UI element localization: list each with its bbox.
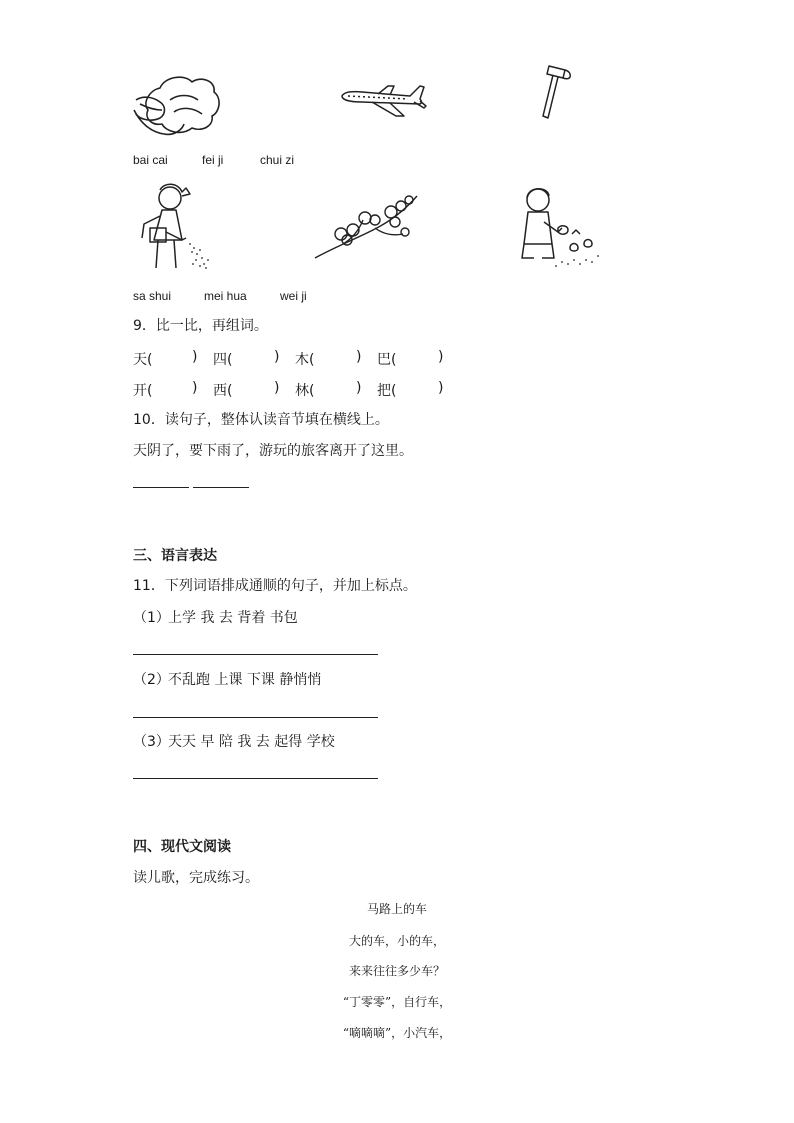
compare-char: 四( <box>213 352 233 368</box>
compare-char: 把( <box>377 383 397 399</box>
close-paren: ) <box>274 380 280 396</box>
question-10-title: 10．读句子，整体认读音节填在横线上。 <box>133 412 389 428</box>
question-10-sentence: 天阴了，要下雨了，游玩的旅客离开了这里。 <box>133 443 413 459</box>
close-paren: ) <box>192 349 198 365</box>
answer-line[interactable] <box>133 654 378 655</box>
poem-title: 马路上的车 <box>366 902 427 916</box>
compare-char: 西( <box>213 383 233 399</box>
compare-char: 天( <box>133 352 153 368</box>
reading-instruction: 读儿歌，完成练习。 <box>133 870 259 886</box>
item-number: （1） <box>133 610 170 626</box>
compare-char: 开( <box>133 383 153 399</box>
answer-line[interactable] <box>133 717 378 718</box>
pinyin-label: fei ji <box>202 153 224 167</box>
compare-char: 巴( <box>377 352 397 368</box>
airplane-icon <box>338 82 428 122</box>
compare-char: 林( <box>295 383 315 399</box>
poem-line: “嘀嘀嘀”，小汽车， <box>342 1026 452 1040</box>
poem-line: 大的车，小的车， <box>348 934 445 948</box>
answer-line[interactable] <box>133 778 378 779</box>
close-paren: ) <box>438 349 444 365</box>
pinyin-label: bai cai <box>133 153 168 167</box>
hammer-icon <box>535 62 575 122</box>
pinyin-label: sa shui <box>133 289 172 303</box>
section-4-heading: 四、现代文阅读 <box>133 839 231 855</box>
close-paren: ) <box>356 380 362 396</box>
pinyin-label: chui zi <box>260 153 295 167</box>
cabbage-icon <box>130 70 225 140</box>
poem-line: 来来往往多少车？ <box>348 964 445 978</box>
close-paren: ) <box>356 349 362 365</box>
pinyin-label: mei hua <box>204 289 247 303</box>
item-number: （3） <box>133 734 170 750</box>
poem-line: “丁零零”，自行车， <box>342 995 452 1009</box>
close-paren: ) <box>192 380 198 396</box>
compare-char: 木( <box>295 352 315 368</box>
question-9-title: 9．比一比，再组词。 <box>133 318 268 334</box>
question-11-title: 11．下列词语排成通顺的句子，并加上标点。 <box>133 578 417 594</box>
item-number: （2） <box>133 672 170 688</box>
plum-blossom-icon <box>313 190 423 262</box>
watering-girl-icon <box>130 180 215 272</box>
word-list: 不乱跑 上课 下课 静悄悄 <box>168 672 322 688</box>
feeding-chicks-icon <box>518 182 603 270</box>
word-list: 上学 我 去 背着 书包 <box>168 610 298 626</box>
answer-blank[interactable] <box>133 487 189 488</box>
section-3-heading: 三、语言表达 <box>133 548 217 564</box>
pinyin-label: wei ji <box>280 289 307 303</box>
answer-blank[interactable] <box>193 487 249 488</box>
word-list: 天天 早 陪 我 去 起得 学校 <box>168 734 335 750</box>
close-paren: ) <box>274 349 280 365</box>
close-paren: ) <box>438 380 444 396</box>
